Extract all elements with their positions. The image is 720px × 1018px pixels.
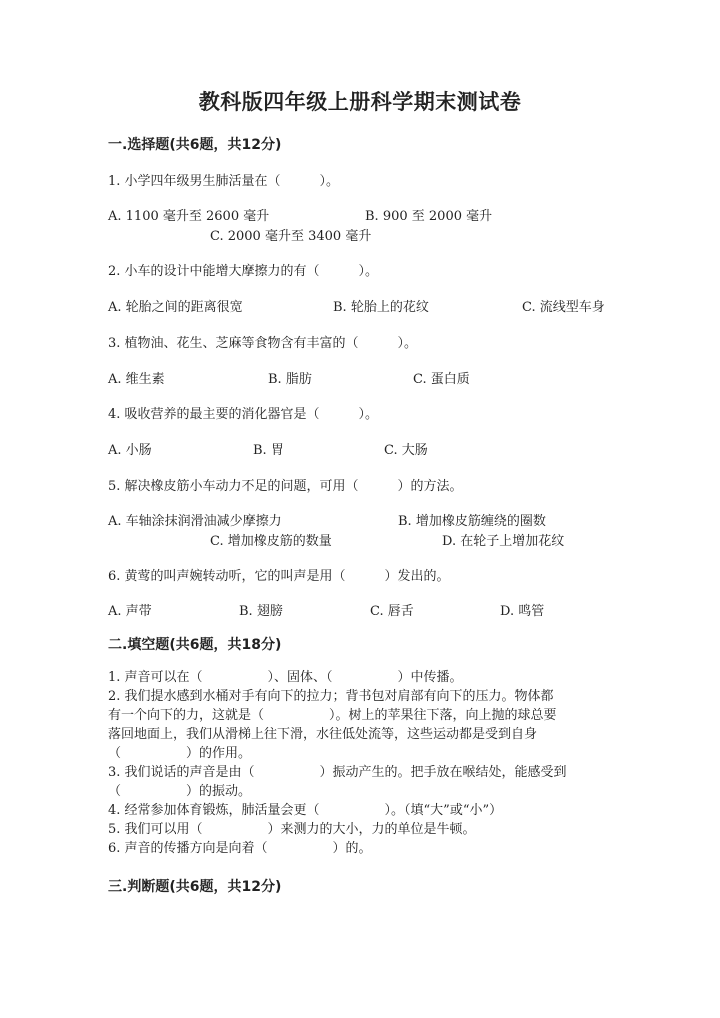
fill-line: （ ）的作用。 xyxy=(108,746,252,761)
option-c: C. 2000 毫升至 3400 毫升 xyxy=(210,229,372,244)
fill-line: （ ）的振动。 xyxy=(108,784,252,799)
section-heading-judge: 三.判断题(共6题，共12分) xyxy=(108,879,282,895)
option-d: D. 鸣管 xyxy=(500,604,545,619)
section-heading-fill: 二.填空题(共6题，共18分) xyxy=(108,637,282,653)
question-stem: 1. 小学四年级男生肺活量在（ ）。 xyxy=(108,174,340,189)
fill-line: 2. 我们提水感到水桶对手有向下的拉力；背书包对肩部有向下的压力。物体都 xyxy=(108,689,554,704)
option-b: B. 轮胎上的花纹 xyxy=(333,300,429,315)
option-a: A. 维生素 xyxy=(108,372,165,387)
option-d: D. 在轮子上增加花纹 xyxy=(442,534,565,549)
fill-line: 1. 声音可以在（ ）、固体、（ ）中传播。 xyxy=(108,670,463,685)
option-c: C. 流线型车身 xyxy=(522,300,605,315)
option-b: B. 翅膀 xyxy=(239,604,283,619)
option-a: A. 1100 毫升至 2600 毫升 xyxy=(108,209,270,224)
fill-line: 有一个向下的力，这就是（ ）。树上的苹果往下落，向上抛的球总要 xyxy=(108,708,557,723)
fill-line: 3. 我们说话的声音是由（ ）振动产生的。把手放在喉结处，能感受到 xyxy=(108,765,567,780)
option-c: C. 增加橡皮筋的数量 xyxy=(210,534,332,549)
option-a: A. 小肠 xyxy=(108,443,152,458)
option-a: A. 车轴涂抹润滑油减少摩擦力 xyxy=(108,514,282,529)
option-b: B. 增加橡皮筋缠绕的圈数 xyxy=(398,514,546,529)
fill-line: 落回地面上，我们从滑梯上往下滑，水往低处流等，这些运动都是受到自身 xyxy=(108,727,538,742)
option-b: B. 脂肪 xyxy=(268,372,312,387)
question-stem: 5. 解决橡皮筋小车动力不足的问题，可用（ ）的方法。 xyxy=(108,479,463,494)
page-title: 教科版四年级上册科学期末测试卷 xyxy=(198,90,522,114)
option-a: A. 声带 xyxy=(108,604,152,619)
fill-line: 5. 我们可以用（ ）来测力的大小，力的单位是牛顿。 xyxy=(108,822,476,837)
question-stem: 3. 植物油、花生、芝麻等食物含有丰富的（ ）。 xyxy=(108,336,418,351)
option-c: C. 唇舌 xyxy=(370,604,414,619)
option-c: C. 大肠 xyxy=(384,443,428,458)
option-b: B. 900 至 2000 毫升 xyxy=(365,209,493,224)
option-b: B. 胃 xyxy=(253,443,284,458)
option-c: C. 蛋白质 xyxy=(413,372,470,387)
option-a: A. 轮胎之间的距离很宽 xyxy=(108,300,243,315)
question-stem: 2. 小车的设计中能增大摩擦力的有（ ）。 xyxy=(108,264,379,279)
question-stem: 6. 黄莺的叫声婉转动听，它的叫声是用（ ）发出的。 xyxy=(108,569,450,584)
fill-line: 6. 声音的传播方向是向着（ ）的。 xyxy=(108,841,372,856)
fill-line: 4. 经常参加体育锻炼，肺活量会更（ ）。（填“大”或“小”） xyxy=(108,803,503,818)
question-stem: 4. 吸收营养的最主要的消化器官是（ ）。 xyxy=(108,407,379,422)
section-heading-choice: 一.选择题(共6题，共12分) xyxy=(108,137,282,153)
